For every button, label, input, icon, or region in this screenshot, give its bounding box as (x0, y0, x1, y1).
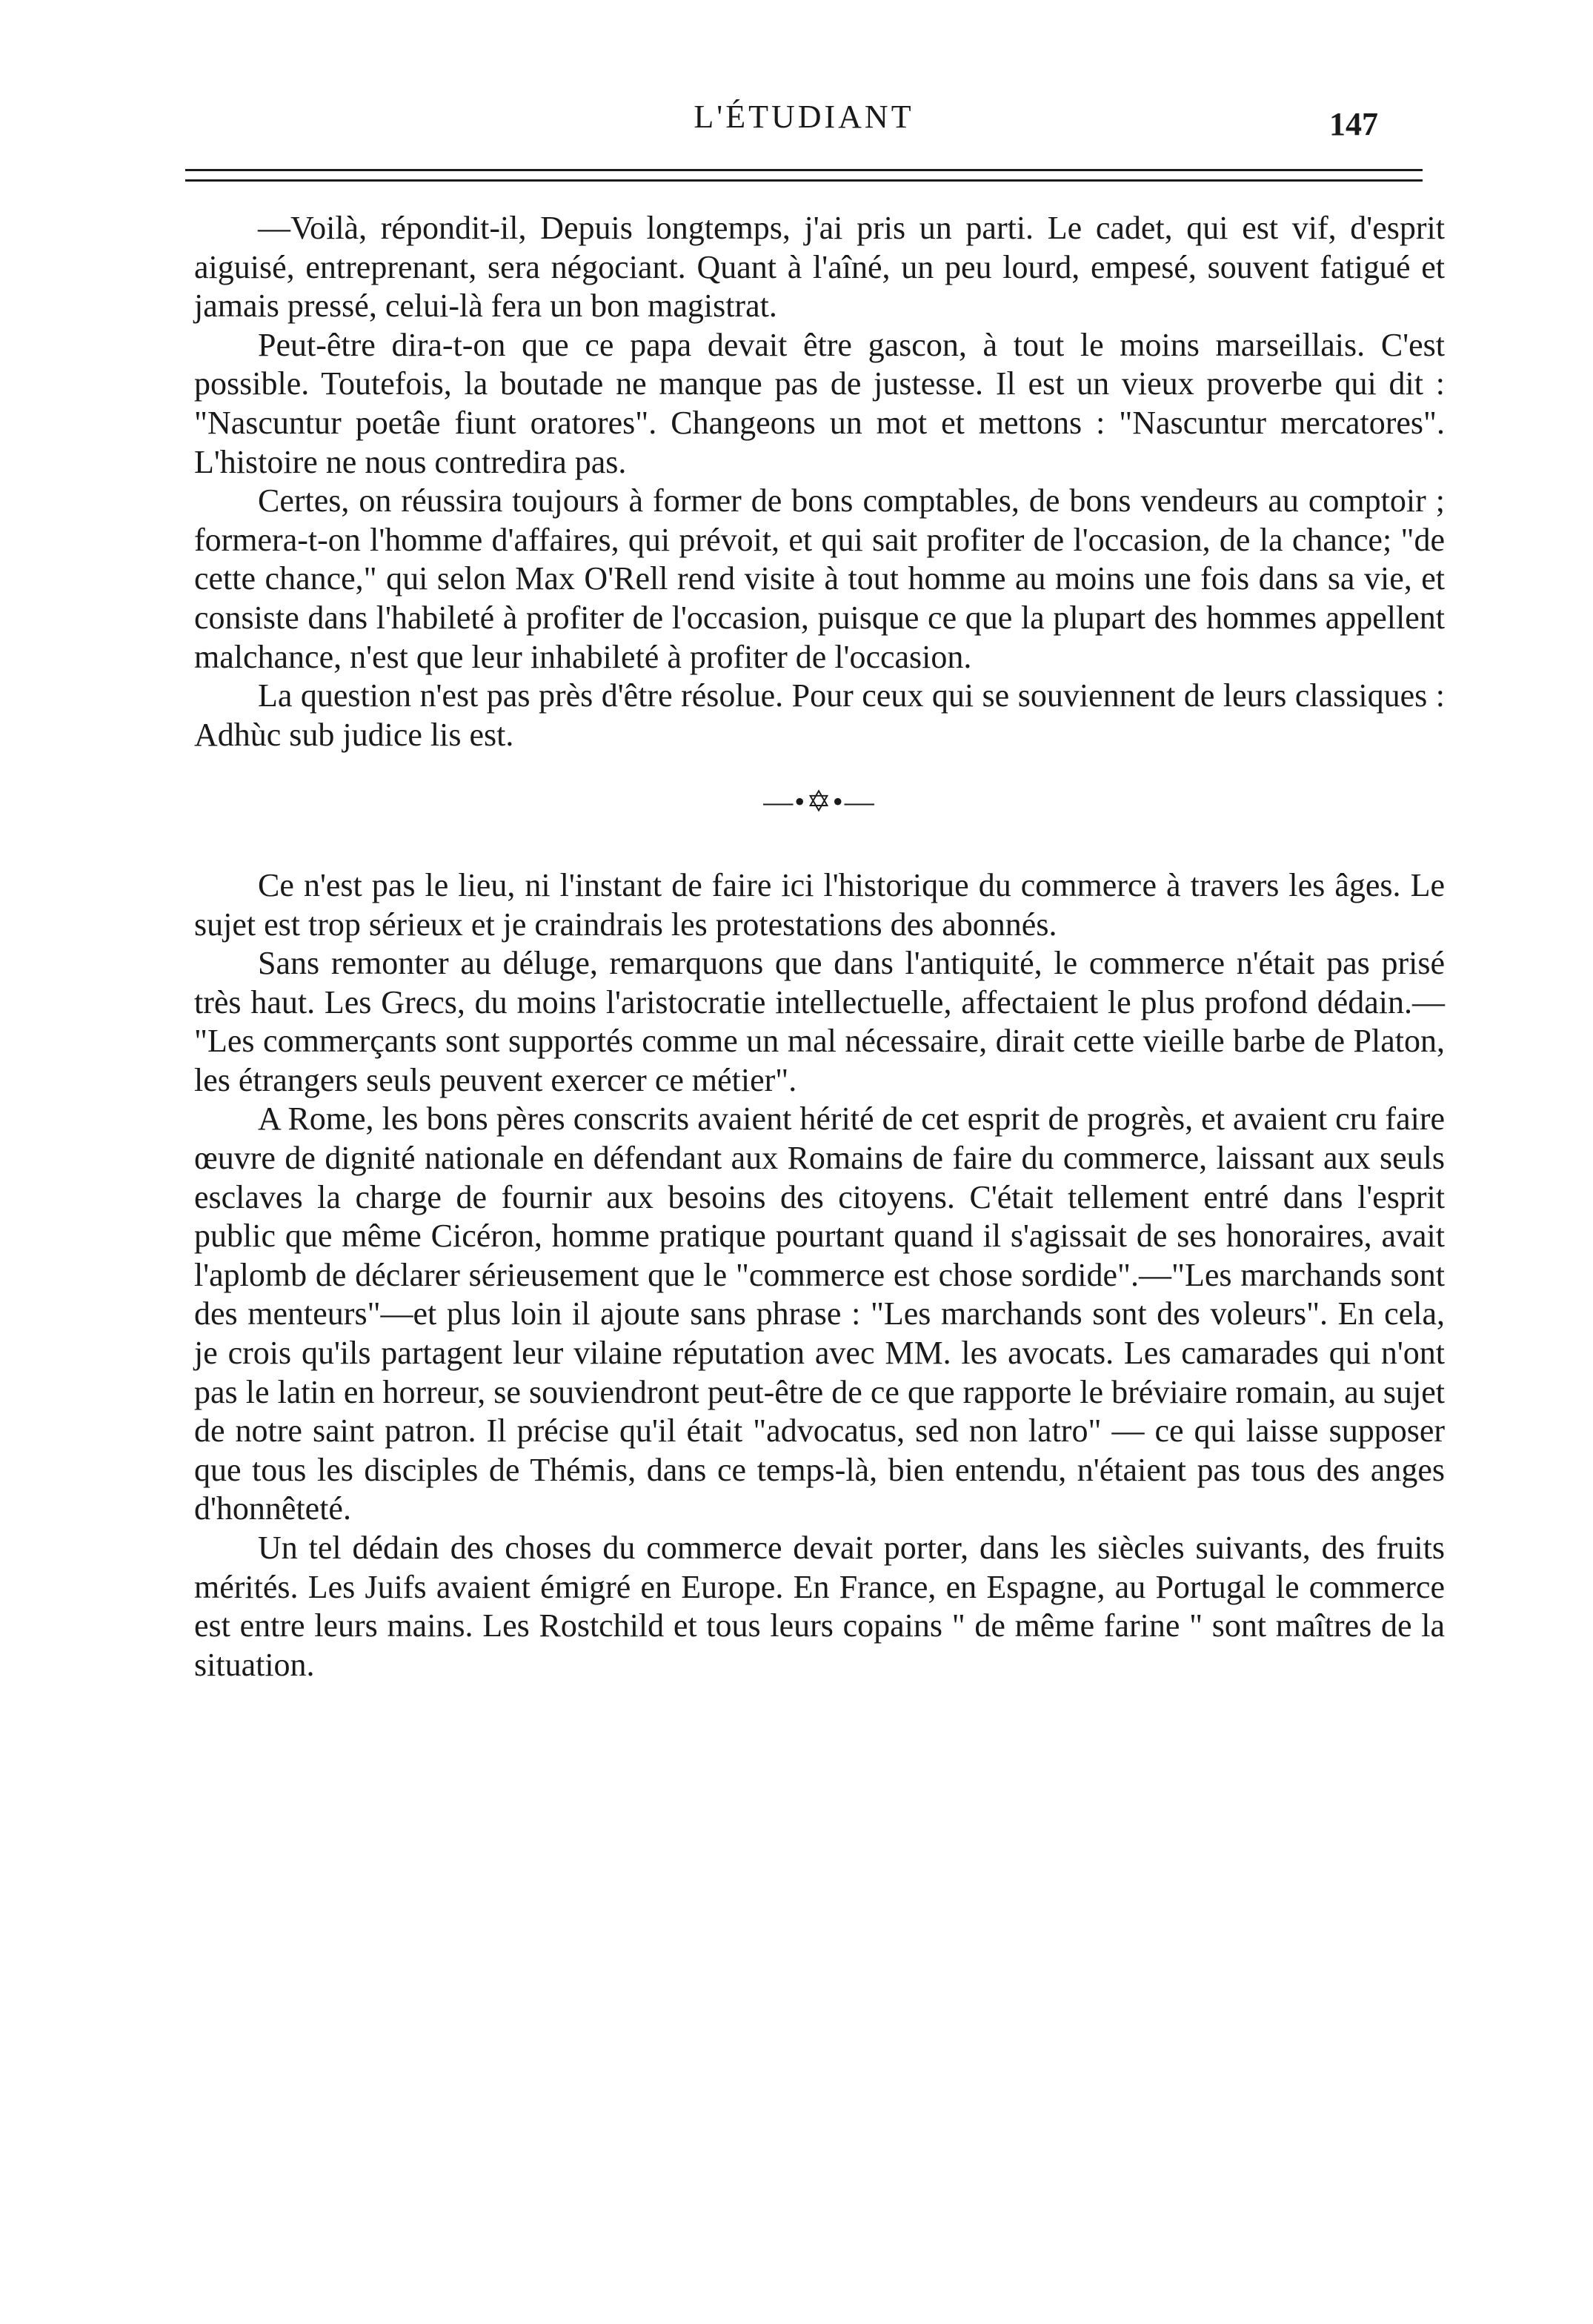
paragraph: Certes, on réussira toujours à former de bons comptables, de bons vendeurs au comptoir ; formera-t-on l'homme d'affaires, qui prévoit, et qui sait profiter de l'occasion, de la chance; "de cette chance," qui selon Max O'Rell rend visite à tout homme au moins une fois dans sa vie, et consiste dans l'habileté à profiter de l'occasion, puisque ce que la plupart des hommes appellent malchance, n'est que leur inhabileté à profiter de l'occasion. (194, 482, 1445, 675)
section-divider: —•✡•— (763, 785, 876, 819)
section-one (194, 209, 1445, 754)
paragraph: —Voilà, répondit-il, Depuis longtemps, j'ai pris un parti. Le cadet, qui est vif, d'esprit aiguisé, entreprenant, sera négociant. Quant à l'aîné, un peu lourd, empesé, souvent fatigué et jamais pressé, celui-là fera un bon magistrat. (194, 210, 1445, 325)
section-two (194, 866, 1445, 1684)
paragraph: A Rome, les bons pères conscrits avaient hérité de cet esprit de progrès, et avaient cru faire œuvre de dignité nationale en défendant aux Romains de faire du commerce, laissant aux seuls esclaves la charge de fournir aux besoins des citoyens. C'était tellement entré dans l'esprit public que même Cicéron, homme pratique pourtant quand il s'agissait de ses honoraires, avait l'aplomb de déclarer sérieusement que le "commerce est chose sordide".—"Les marchands sont des menteurs"—et plus loin il ajoute sans phrase : "Les marchands sont des voleurs". En cela, je crois qu'ils partagent leur vilaine réputation avec MM. les avocats. Les camarades qui n'ont pas le latin en horreur, se souviendront peut-être de ce que rapporte le bréviaire romain, au sujet de notre saint patron. Il précise qu'il était "advocatus, sed non latro" — ce qui laisse supposer que tous les disciples de Thémis, dans ce temps-là, bien entendu, n'étaient pas tous des anges d'honnêteté. (194, 1100, 1445, 1527)
paragraph: Un tel dédain des choses du commerce devait porter, dans les siècles suivants, des fruits mérités. Les Juifs avaient émigré en Europe. En France, en Espagne, au Portugal le commerce est entre leurs mains. Les Rostchild et tous leurs copains " de même farine " sont maîtres de la situation. (194, 1530, 1445, 1683)
paragraph: Peut-être dira-t-on que ce papa devait être gascon, à tout le moins marseillais. C'est possible. Toutefois, la boutade ne manque pas de justesse. Il est un vieux proverbe qui dit : "Nascuntur poetâe fiunt oratores". Changeons un mot et mettons : "Nascuntur mercatores". L'histoire ne nous contredira pas. (194, 326, 1445, 480)
header-rule-bottom (185, 179, 1423, 182)
paragraph: Ce n'est pas le lieu, ni l'instant de faire ici l'historique du commerce à travers les âges. Le sujet est trop sérieux et je craindrais les protestations des abonnés. (194, 866, 1445, 943)
paragraph: Sans remonter au déluge, remarquons que dans l'antiquité, le commerce n'était pas prisé très haut. Les Grecs, du moins l'aristocratie intellectuelle, affectaient le plus profond dédain.— "Les commerçants sont supportés comme un mal nécessaire, dirait cette vieille barbe de Platon, les étrangers seuls peuvent exercer ce métier". (194, 945, 1445, 1098)
paragraph: La question n'est pas près d'être résolue. Pour ceux qui se souviennent de leurs classiques : Adhùc sub judice lis est. (194, 677, 1445, 753)
header-rule-top (185, 169, 1423, 171)
running-head (185, 89, 1423, 148)
body-text (194, 209, 1445, 1684)
running-title: L'ÉTUDIANT (694, 99, 914, 135)
page-number: 147 (1329, 106, 1378, 142)
